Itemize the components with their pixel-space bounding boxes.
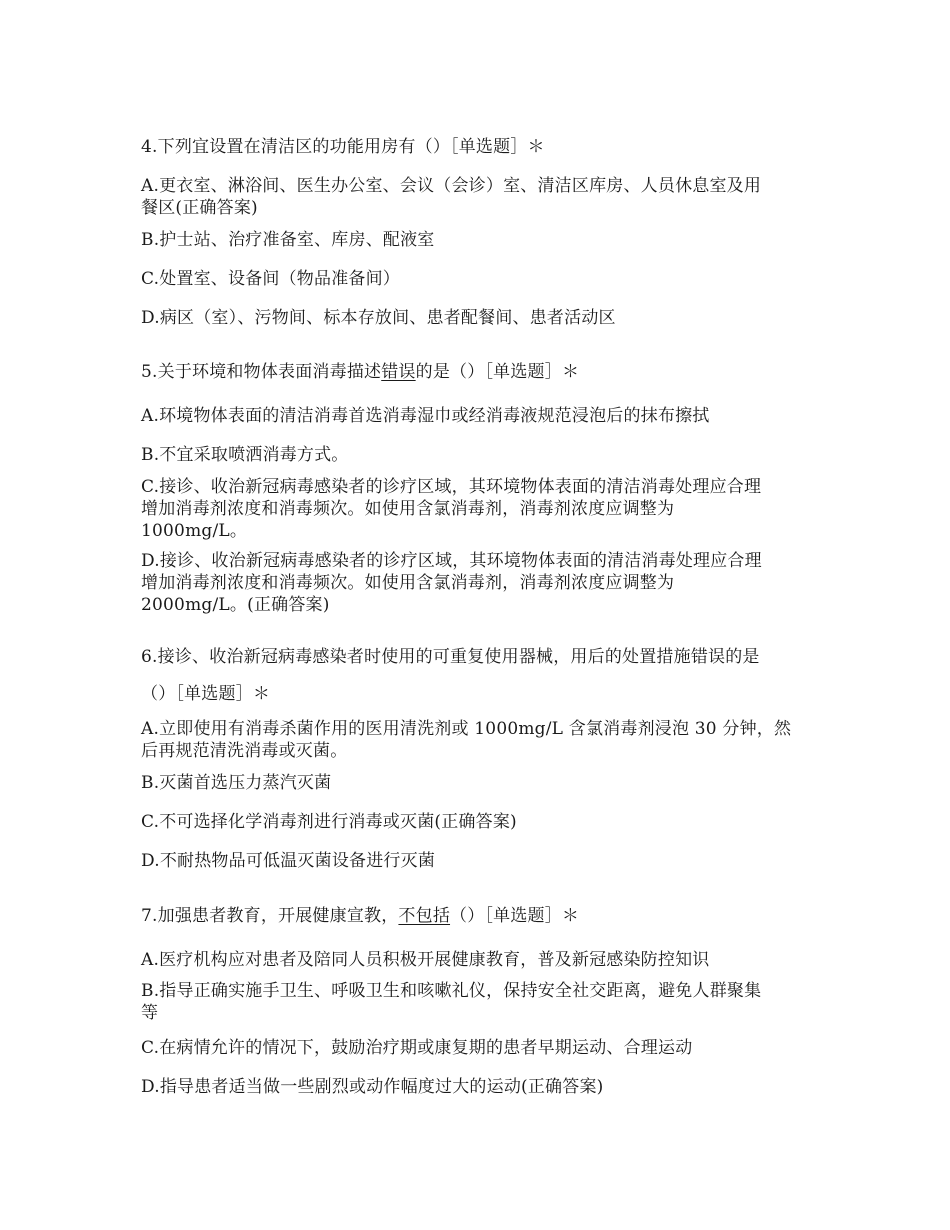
question-6-option-d: D.不耐热物品可低温灭菌设备进行灭菌 [141,851,436,871]
question-4-option-c: C.处置室、设备间（物品准备间） [141,269,401,289]
question-5-title-pre: 5.关于环境和物体表面消毒描述 [141,362,382,382]
question-5-title [141,361,821,383]
question-7-title-pre: 7.加强患者教育，开展健康宣教， [141,906,399,926]
question-6-title: 6.接诊、收治新冠病毒感染者时使用的可重复使用器械，用后的处置措施错误的是 [141,647,760,667]
question-5-option-c: C.接诊、收治新冠病毒感染者的诊疗区域，其环境物体表面的清洁消毒处理应合理 [141,477,762,497]
question-7-option-a: A.医疗机构应对患者及陪同人员积极开展健康教育，普及新冠感染防控知识 [141,950,710,970]
question-4-option-d: D.病区（室）、污物间、标本存放间、患者配餐间、患者活动区 [141,308,616,328]
question-5-option-b: B.不宜采取喷洒消毒方式。 [141,445,349,465]
question-7-option-b-cont: 等 [141,1003,159,1023]
question-7-title-post: （）［单选题］＊ [450,906,580,926]
question-6-option-a: A.立即使用有消毒杀菌作用的医用清洗剂或 1000mg/L 含氯消毒剂浸泡 30 分钟，然 [141,719,792,739]
question-6-title-cont: （）［单选题］＊ [141,684,271,704]
question-5-option-c-cont: 增加消毒剂浓度和消毒频次。如使用含氯消毒剂，消毒剂浓度应调整为 [141,499,675,519]
question-4-option-a: A.更衣室、淋浴间、医生办公室、会议（会诊）室、清洁区库房、人员休息室及用 [141,176,762,196]
question-6-option-a-cont: 后再规范清洗消毒或灭菌。 [141,741,348,761]
question-7-option-b: B.指导正确实施手卫生、呼吸卫生和咳嗽礼仪，保持安全社交距离，避免人群聚集 [141,981,762,1001]
question-7-option-d: D.指导患者适当做一些剧烈或动作幅度过大的运动(正确答案) [141,1077,604,1097]
question-4-option-a-cont: 餐区(正确答案) [141,198,258,218]
question-5-option-a: A.环境物体表面的清洁消毒首选消毒湿巾或经消毒液规范浸泡后的抹布擦拭 [141,406,710,426]
question-5-title-post: 的是（）［单选题］＊ [415,362,580,382]
question-5-option-c-cont: 1000mg/L。 [141,521,248,541]
question-4-title: 4.下列宜设置在清洁区的功能用房有（）［单选题］＊ [141,137,545,157]
question-7-option-c: C.在病情允许的情况下，鼓励治疗期或康复期的患者早期运动、合理运动 [141,1038,693,1058]
question-5-option-d: D.接诊、收治新冠病毒感染者的诊疗区域，其环境物体表面的清洁消毒处理应合理 [141,551,762,571]
question-6-option-c: C.不可选择化学消毒剂进行消毒或灭菌(正确答案) [141,812,517,832]
question-4-option-b: B.护士站、治疗准备室、库房、配液室 [141,230,435,250]
question-7-title-emphasis: 不包括 [398,906,451,926]
question-7-title [141,905,821,927]
question-5-option-d-cont: 2000mg/L。(正确答案) [141,595,330,615]
question-5-option-d-cont: 增加消毒剂浓度和消毒频次。如使用含氯消毒剂，消毒剂浓度应调整为 [141,573,675,593]
question-6-option-b: B.灭菌首选压力蒸汽灭菌 [141,773,332,793]
question-5-title-emphasis: 错误 [381,362,416,382]
